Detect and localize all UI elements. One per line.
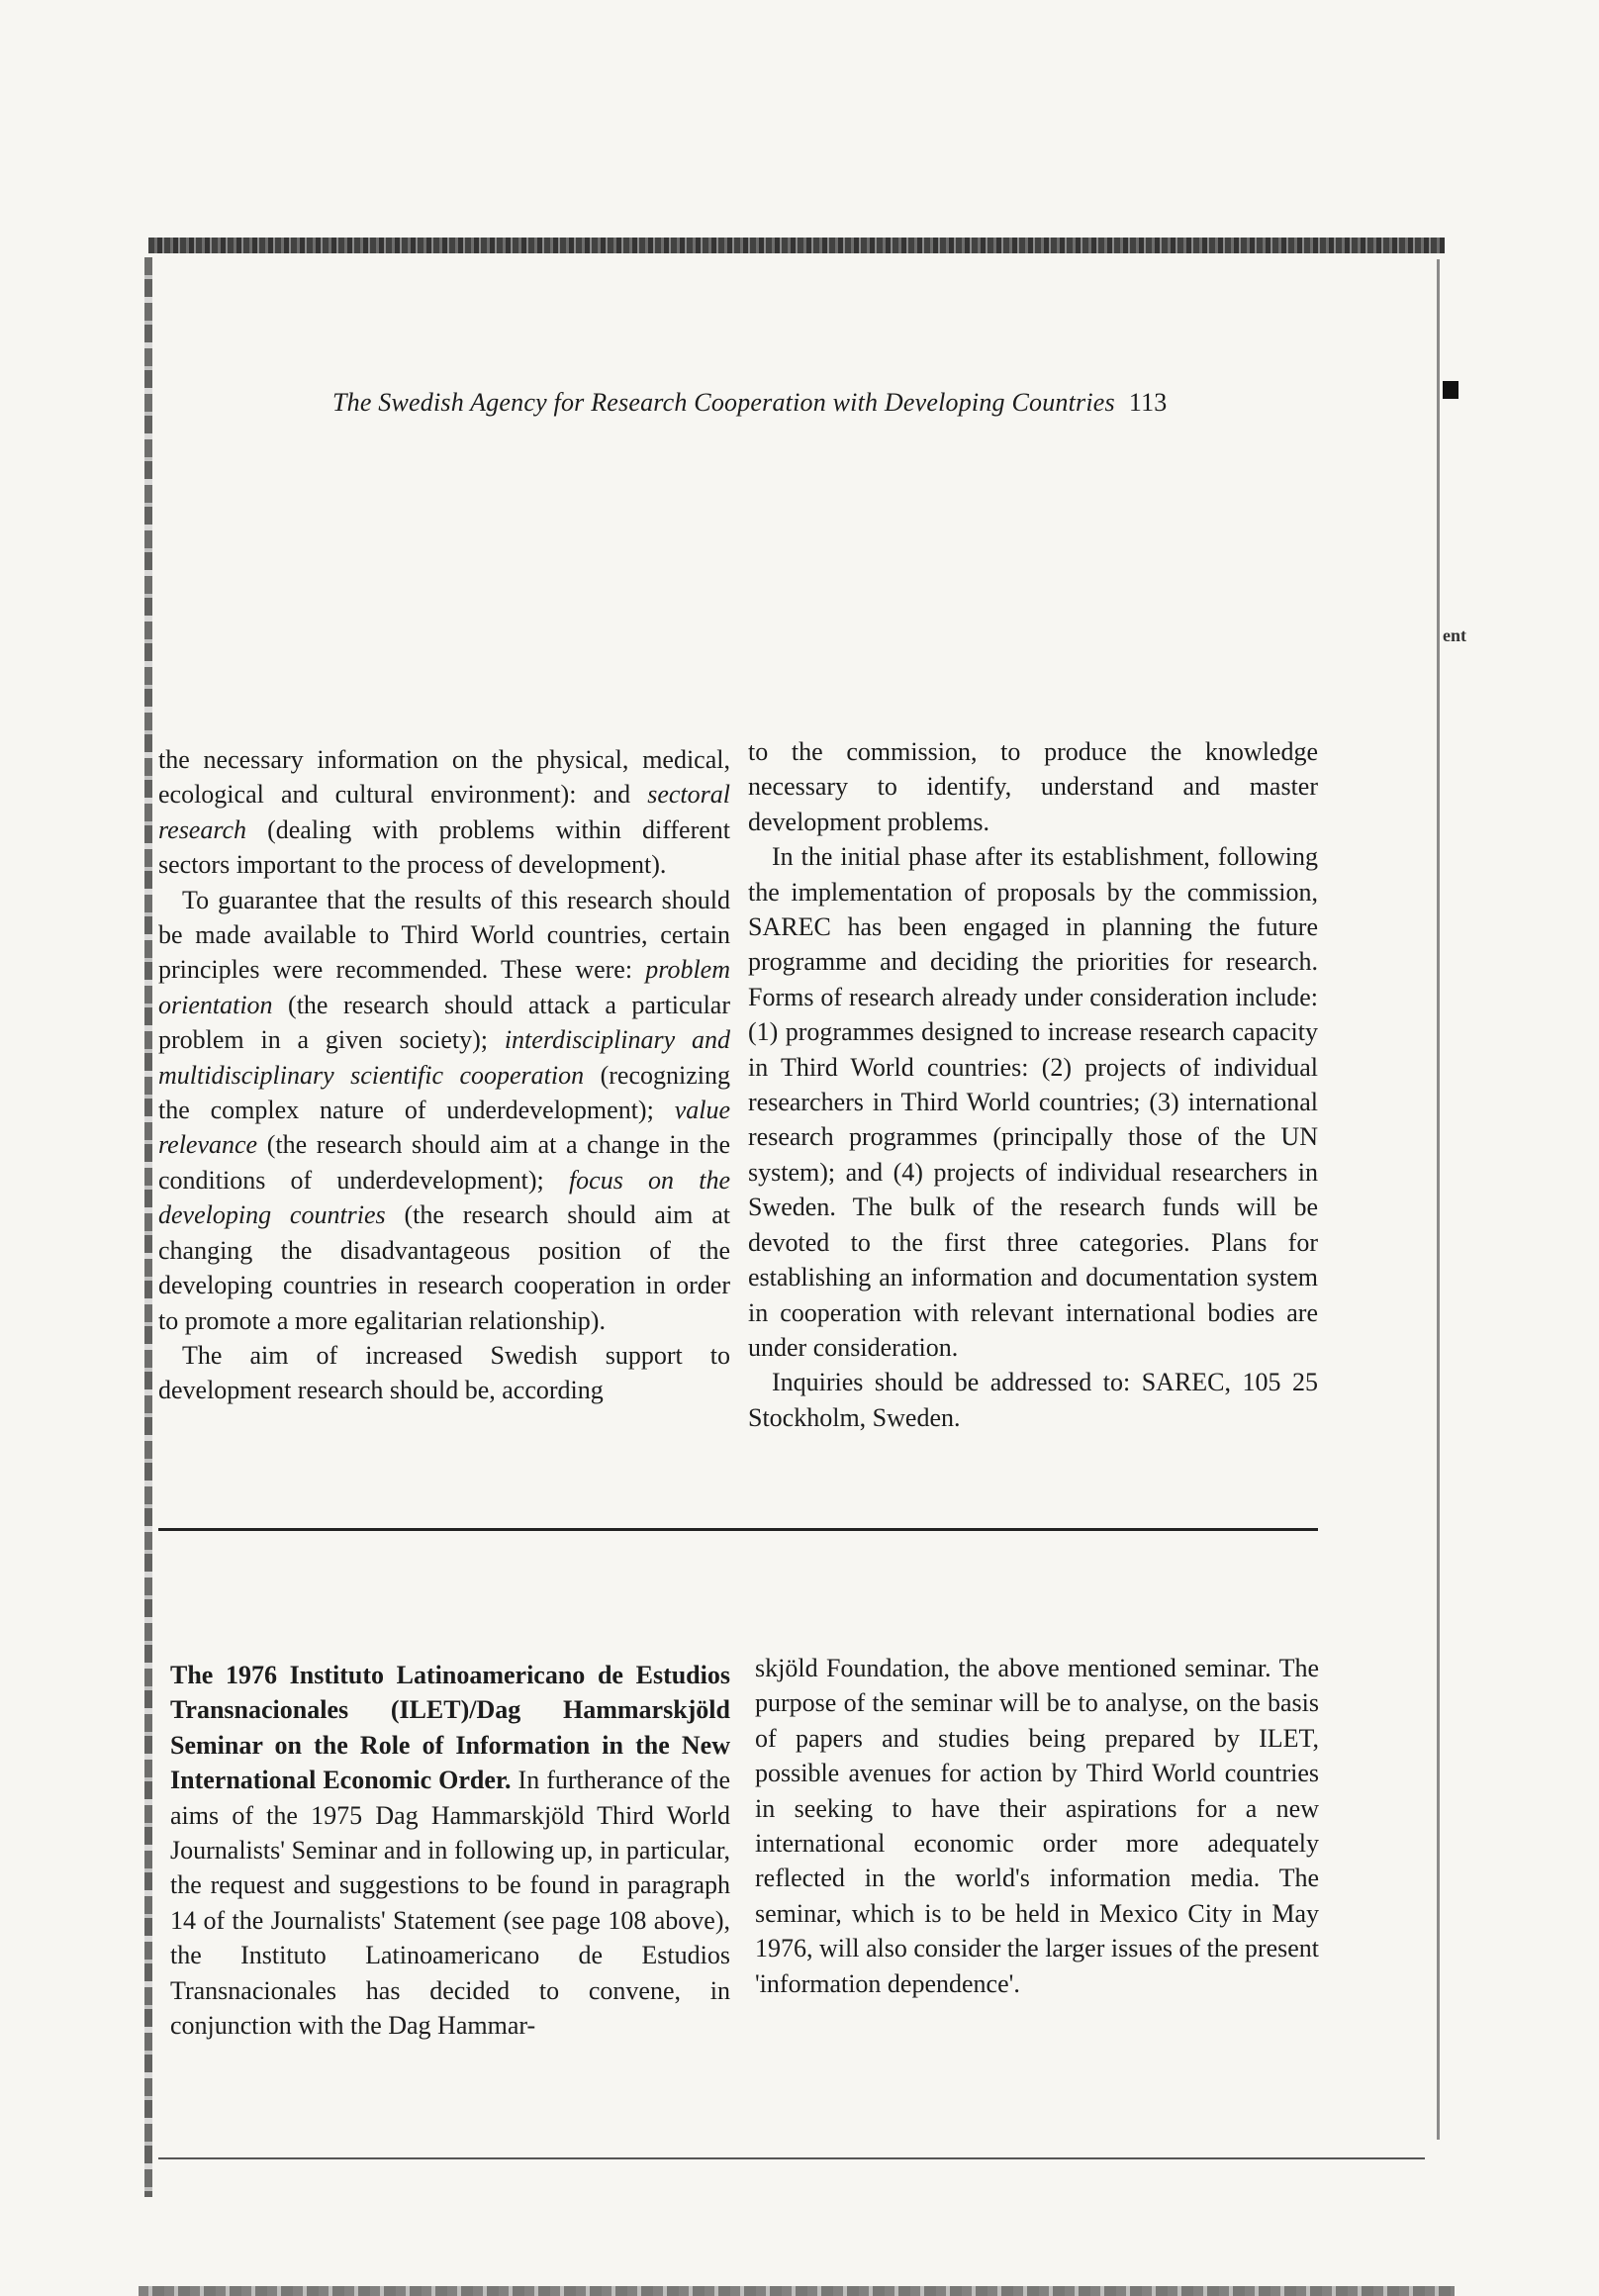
text-run: To guarantee that the results of this research should be made available to Third World countries, certain principles were recommended. These were:: [158, 885, 730, 985]
article1-column-left: [158, 742, 730, 1408]
article2-column-right: [755, 1651, 1319, 2001]
italic-term: sectoral research: [158, 780, 730, 844]
scan-artifact-right: [1437, 259, 1440, 2140]
article1-paragraph-4: to the commission, to produce the knowledge necessary to identify, understand and master development problems.: [748, 737, 1318, 836]
text-run: In furtherance of the aims of the 1975 Dag Hammarskjöld Third World Journalists' Seminar and in following up, in particular, the request and suggestions to be found in paragraph 14 of the Journalists' Statement (see page 108 above), the Instituto Latinoamericano de Estudios Transnacionales has decided to convene, in conjunction with the Dag Hammar-: [170, 1766, 730, 2041]
article1-column-right: [748, 734, 1318, 1435]
article1-paragraph-3: The aim of increased Swedish support to development research should be, according: [158, 1340, 730, 1405]
scan-artifact-bottom: [139, 2286, 1455, 2296]
text-run: (the research should attack a particular problem in a given society);: [158, 990, 730, 1055]
article1-paragraph-1: [158, 742, 730, 883]
italic-term: interdisciplinary and multidisciplinary scientific cooperation: [158, 1025, 731, 1090]
bottom-rule: [158, 2157, 1425, 2159]
article2-paragraph-2: skjöld Foundation, the above mentioned seminar. The purpose of the seminar will be to analyse, on the basis of papers and studies being prepared by ILET, possible avenues for action by Third World countries in seeking to have their aspirations for a new international economic order more adequately reflected in the world's information media. The seminar, which is to be held in Mexico City in May 1976, will also consider the larger issues of the present 'information dependence'.: [755, 1654, 1319, 1998]
running-title: The Swedish Agency for Research Cooperation with Developing Countries: [332, 388, 1115, 417]
scan-artifact-left: [144, 257, 152, 2197]
article1-paragraph-6: Inquiries should be addressed to: SAREC, 105 25 Stockholm, Sweden.: [748, 1368, 1318, 1432]
article2-column-left: [170, 1658, 730, 2043]
article1-paragraph-2: [158, 883, 730, 1338]
text-run: (the research should aim at changing the disadvantageous position of the developing countries in research cooperation in order to promote a more egalitarian relationship).: [158, 1200, 731, 1335]
text-run: the necessary information on the physical, medical, ecological and cultural environment): and: [158, 745, 730, 810]
edge-text-fragment: ent: [1443, 625, 1466, 645]
text-run: (recognizing the complex nature of underdevelopment);: [158, 1060, 730, 1125]
article1-paragraph-5: In the initial phase after its establishment, following the implementation of proposals by the commission, SAREC has been engaged in planning the future programme and deciding the priorities for research. Forms of research already under consideration include: (1) programmes designed to increase research capacity in Third World countries: (2) projects of individual researchers in Third World countries; (3) international research programmes (principally those of the UN system); and (4) projects of individual researchers in Sweden. The bulk of the research funds will be devoted to the first three categories. Plans for establishing an information and documentation system in cooperation with relevant international bodies are under consideration.: [748, 842, 1318, 1362]
article2-paragraph-1: [170, 1658, 730, 2043]
article2-title: The 1976 Instituto Latinoamericano de Estudios Transnacionales (ILET)/Dag Hammarskjöld Seminar on the Role of Information in the New International Economic Order.: [170, 1661, 730, 1795]
text-run: (dealing with problems within different sectors important to the process of development).: [158, 814, 730, 880]
running-head: [332, 388, 1322, 418]
italic-term: focus on the developing countries: [158, 1165, 730, 1230]
page-number: 113: [1128, 388, 1168, 417]
section-divider: [158, 1528, 1318, 1531]
italic-term: value relevance: [158, 1096, 730, 1160]
scan-artifact-top: [148, 238, 1445, 253]
scan-edge-mark: [1443, 381, 1458, 399]
text-run: (the research should aim at a change in the conditions of underdevelopment);: [158, 1130, 730, 1195]
italic-term: problem orientation: [158, 955, 730, 1019]
